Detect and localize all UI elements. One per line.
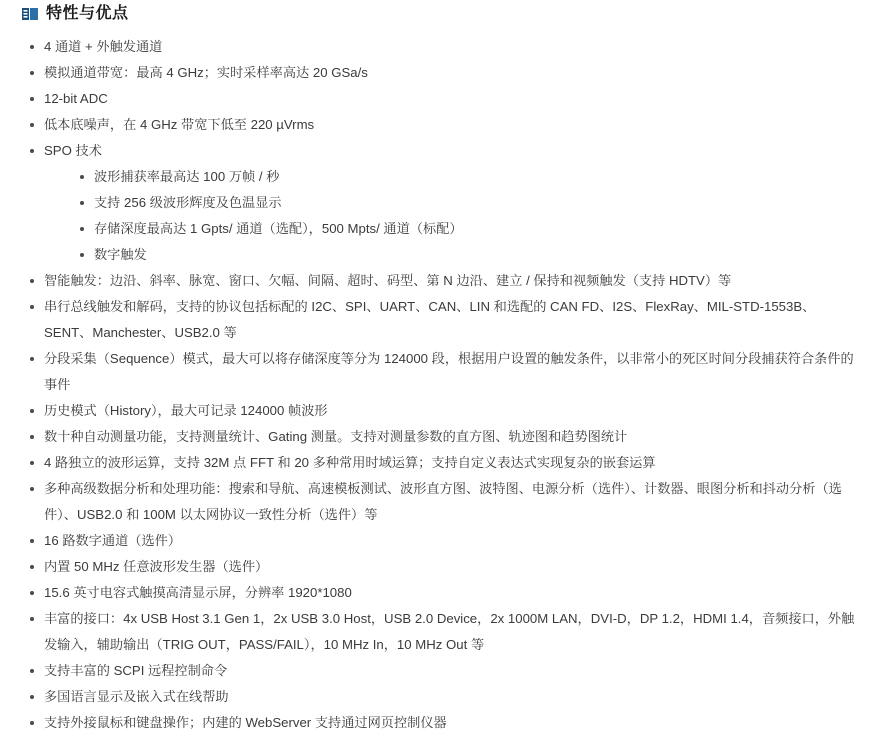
list-item [30,684,860,710]
page-title: 特性与优点 [46,5,129,22]
list-item-label: 串行总线触发和解码，支持的协议包括标配的 I2C、SPI、UART、CAN、LIN 和选配的 CAN FD、I2S、FlexRay、MIL-STD-1553B、SENT、Manchester、USB2.0 等 [44,299,816,340]
feature-badge-icon [22,6,38,22]
list-item [30,580,860,606]
list-item-label: 16 路数字通道（选件） [44,533,182,548]
list-item [30,710,860,736]
list-item [80,164,860,190]
list-item-label: 智能触发：边沿、斜率、脉宽、窗口、欠幅、间隔、超时、码型、第 N 边沿、建立 / 保持和视频触发（支持 HDTV）等 [44,273,732,288]
list-item-label: 历史模式（History），最大可记录 124000 帧波形 [44,403,328,418]
list-item [80,242,860,268]
list-item-label: 12-bit ADC [44,91,108,106]
list-item [30,606,860,658]
list-item-label: 4 通道 + 外触发通道 [44,39,163,54]
list-item-label: 分段采集（Sequence）模式，最大可以将存储深度等分为 124000 段，根据用户设置的触发条件，以非常小的死区时间分段捕获符合条件的事件 [44,351,854,392]
list-item [30,424,860,450]
list-item-label: 数十种自动测量功能，支持测量统计、Gating 测量。支持对测量参数的直方图、轨迹图和趋势图统计 [44,429,628,444]
list-item [30,138,860,268]
list-item [30,554,860,580]
list-item [30,60,860,86]
list-item-label: 4 路独立的波形运算，支持 32M 点 FFT 和 20 多种常用时域运算；支持自定义表达式实现复杂的嵌套运算 [44,455,656,470]
list-item [30,34,860,60]
list-item-label: 支持外接鼠标和键盘操作；内建的 WebServer 支持通过网页控制仪器 [44,715,447,730]
list-item [80,190,860,216]
feature-sublist [44,164,860,268]
list-item-label: 多国语言显示及嵌入式在线帮助 [44,689,229,704]
list-item [30,268,860,294]
list-item-label: SPO 技术 [44,143,102,158]
list-item-label: 多种高级数据分析和处理功能：搜索和导航、高速模板测试、波形直方图、波特图、电源分析（选件）、计数器、眼图分析和抖动分析（选件）、USB2.0 和 100M 以太网协议一致性分析（选件）等 [44,481,842,522]
list-item [30,658,860,684]
list-item-label: 波形捕获率最高达 100 万帧 / 秒 [94,169,280,184]
list-item [30,476,860,528]
list-item-label: 15.6 英寸电容式触摸高清显示屏，分辨率 1920*1080 [44,585,352,600]
list-item [30,294,860,346]
list-item-label: 丰富的接口：4x USB Host 3.1 Gen 1，2x USB 3.0 Host，USB 2.0 Device，2x 1000M LAN，DVI-D，DP 1.2，HDMI 1.4，音频接口，外触发输入，辅助输出（TRIG OUT，PASS/FAIL），10 MHz In，10 MHz Out 等 [44,611,855,652]
section-header [22,0,860,26]
list-item-label: 内置 50 MHz 任意波形发生器（选件） [44,559,269,574]
list-item-label: 支持丰富的 SCPI 远程控制命令 [44,663,228,678]
list-item [30,112,860,138]
list-item [30,398,860,424]
list-item-label: 支持 256 级波形辉度及色温显示 [94,195,282,210]
list-item-label: 存储深度最高达 1 Gpts/ 通道（选配），500 Mpts/ 通道（标配） [94,221,463,236]
list-item [80,216,860,242]
list-item-label: 数字触发 [94,247,147,262]
list-item-label: 模拟通道带宽：最高 4 GHz；实时采样率高达 20 GSa/s [44,65,368,80]
feature-list [18,34,860,736]
list-item [30,346,860,398]
list-item [30,450,860,476]
list-item [30,528,860,554]
list-item-label: 低本底噪声，在 4 GHz 带宽下低至 220 µVrms [44,117,315,132]
list-item [30,86,860,112]
